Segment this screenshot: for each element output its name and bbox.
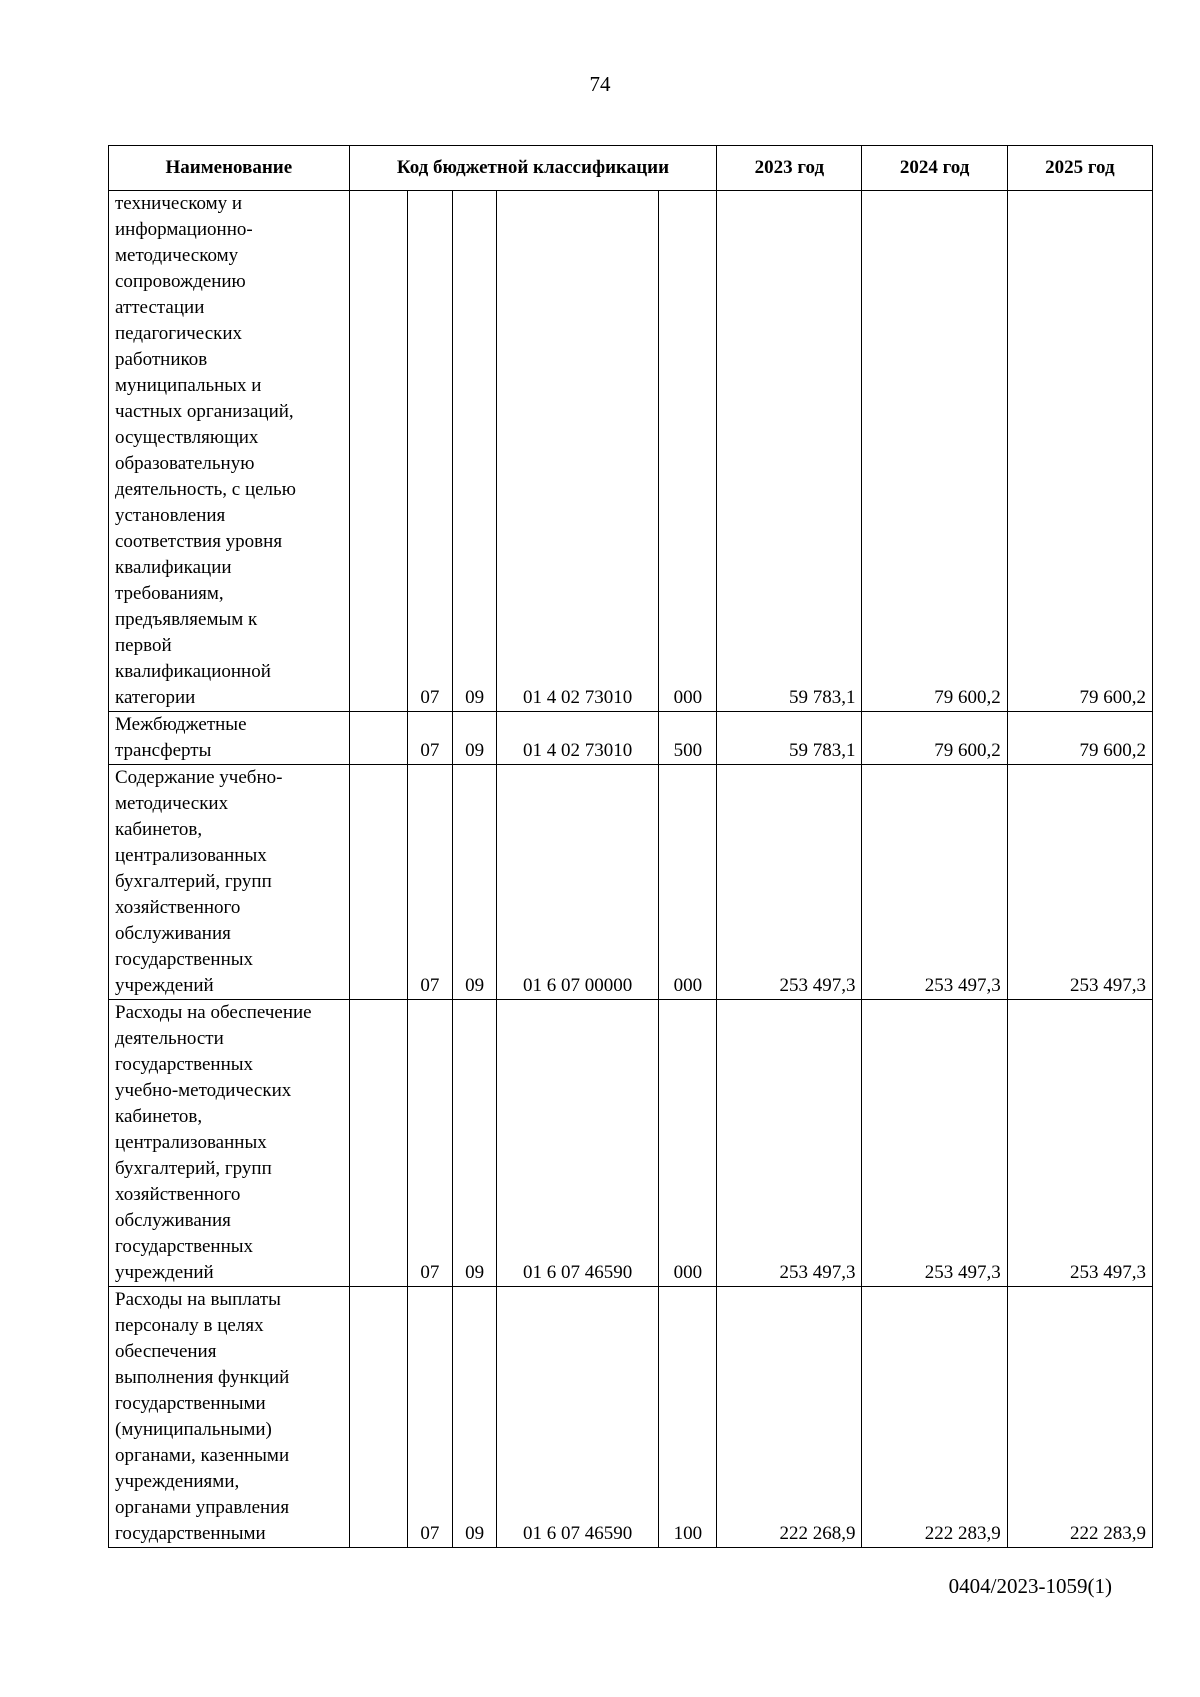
row-name-line: государственными: [115, 1393, 266, 1414]
header-2023: 2023 год: [717, 146, 862, 191]
subsection-code: 09: [453, 191, 497, 712]
row-name-line: установления: [115, 505, 226, 526]
row-name-line: аттестации: [115, 297, 205, 318]
budget-table: [108, 145, 1153, 1548]
amount-2023: 222 268,9: [717, 1287, 862, 1548]
section-code: 07: [407, 1000, 453, 1287]
row-name-line: образовательную: [115, 453, 255, 474]
row-name-line: Содержание учебно-: [115, 767, 283, 788]
row-name-line: деятельности: [115, 1028, 224, 1049]
row-name-line: первой: [115, 635, 172, 656]
amount-2024: 79 600,2: [862, 191, 1007, 712]
row-name-line: методическому: [115, 245, 239, 266]
code-cell-blank: [349, 191, 407, 712]
row-name-line: техническому и: [115, 193, 243, 214]
row-name-line: обслуживания: [115, 1210, 231, 1231]
expense-type-code: 000: [659, 191, 717, 712]
header-code: Код бюджетной классификации: [349, 146, 717, 191]
amount-2024: 222 283,9: [862, 1287, 1007, 1548]
row-name-line: учреждений: [115, 975, 214, 996]
target-article-code: 01 6 07 46590: [496, 1287, 658, 1548]
row-name-line: органами, казенными: [115, 1445, 290, 1466]
amount-2024: 253 497,3: [862, 765, 1007, 1000]
row-name-line: выполнения функций: [115, 1367, 290, 1388]
row-name-line: предъявляемым к: [115, 609, 258, 630]
row-name-line: Межбюджетные: [115, 714, 247, 735]
expense-type-code: 100: [659, 1287, 717, 1548]
target-article-code: 01 6 07 00000: [496, 765, 658, 1000]
amount-2025: 79 600,2: [1007, 191, 1152, 712]
row-name: [109, 765, 350, 1000]
header-2024: 2024 год: [862, 146, 1007, 191]
amount-2025: 253 497,3: [1007, 765, 1152, 1000]
subsection-code: 09: [453, 765, 497, 1000]
row-name-line: частных организаций,: [115, 401, 294, 422]
row-name-line: государственными: [115, 1523, 266, 1544]
row-name-line: государственных: [115, 949, 254, 970]
table-row: [109, 191, 1153, 712]
row-name-line: хозяйственного: [115, 1184, 241, 1205]
expense-type-code: 500: [659, 712, 717, 765]
row-name-line: муниципальных и: [115, 375, 262, 396]
row-name: [109, 712, 350, 765]
page-number: 74: [589, 72, 611, 96]
row-name-line: осуществляющих: [115, 427, 259, 448]
row-name-line: категории: [115, 687, 196, 708]
amount-2023: 253 497,3: [717, 765, 862, 1000]
row-name: [109, 1000, 350, 1287]
amount-2023: 59 783,1: [717, 191, 862, 712]
row-name-line: методических: [115, 793, 229, 814]
target-article-code: 01 6 07 46590: [496, 1000, 658, 1287]
row-name-line: педагогических: [115, 323, 243, 344]
row-name-line: государственных: [115, 1054, 254, 1075]
row-name-line: государственных: [115, 1236, 254, 1257]
target-article-code: 01 4 02 73010: [496, 191, 658, 712]
row-name-line: трансферты: [115, 740, 212, 761]
table-row: [109, 1287, 1153, 1548]
row-name-line: обслуживания: [115, 923, 231, 944]
amount-2024: 79 600,2: [862, 712, 1007, 765]
row-name-line: сопровождению: [115, 271, 246, 292]
row-name-line: обеспечения: [115, 1341, 217, 1362]
row-name-line: учреждениями,: [115, 1471, 240, 1492]
header-name: Наименование: [109, 146, 350, 191]
row-name-line: Расходы на обеспечение: [115, 1002, 312, 1023]
section-code: 07: [407, 712, 453, 765]
code-cell-blank: [349, 712, 407, 765]
table-row: [109, 765, 1153, 1000]
row-name-line: учреждений: [115, 1262, 214, 1283]
row-name-line: Расходы на выплаты: [115, 1289, 281, 1310]
expense-type-code: 000: [659, 1000, 717, 1287]
row-name: [109, 1287, 350, 1548]
code-cell-blank: [349, 765, 407, 1000]
row-name-line: хозяйственного: [115, 897, 241, 918]
document-id: 0404/2023-1059(1): [948, 1574, 1112, 1598]
row-name-line: информационно-: [115, 219, 253, 240]
row-name-line: квалификационной: [115, 661, 271, 682]
amount-2023: 59 783,1: [717, 712, 862, 765]
subsection-code: 09: [453, 1287, 497, 1548]
subsection-code: 09: [453, 1000, 497, 1287]
row-name-line: бухгалтерий, групп: [115, 871, 272, 892]
row-name-line: централизованных: [115, 845, 267, 866]
header-2025: 2025 год: [1007, 146, 1152, 191]
table-row: [109, 1000, 1153, 1287]
row-name-line: органами управления: [115, 1497, 290, 1518]
section-code: 07: [407, 1287, 453, 1548]
code-cell-blank: [349, 1000, 407, 1287]
amount-2025: 79 600,2: [1007, 712, 1152, 765]
row-name-line: соответствия уровня: [115, 531, 283, 552]
target-article-code: 01 4 02 73010: [496, 712, 658, 765]
row-name-line: (муниципальными): [115, 1419, 272, 1440]
code-cell-blank: [349, 1287, 407, 1548]
row-name: [109, 191, 350, 712]
row-name-line: персоналу в целях: [115, 1315, 264, 1336]
amount-2025: 253 497,3: [1007, 1000, 1152, 1287]
row-name-line: требованиям,: [115, 583, 224, 604]
row-name-line: работников: [115, 349, 208, 370]
row-name-line: учебно-методических: [115, 1080, 292, 1101]
section-code: 07: [407, 191, 453, 712]
subsection-code: 09: [453, 712, 497, 765]
row-name-line: кабинетов,: [115, 819, 203, 840]
row-name-line: централизованных: [115, 1132, 267, 1153]
row-name-line: квалификации: [115, 557, 232, 578]
row-name-line: кабинетов,: [115, 1106, 203, 1127]
row-name-line: деятельность, с целью: [115, 479, 296, 500]
table-row: [109, 712, 1153, 765]
table-header-row: [109, 146, 1153, 191]
row-name-line: бухгалтерий, групп: [115, 1158, 272, 1179]
section-code: 07: [407, 765, 453, 1000]
amount-2024: 253 497,3: [862, 1000, 1007, 1287]
amount-2025: 222 283,9: [1007, 1287, 1152, 1548]
amount-2023: 253 497,3: [717, 1000, 862, 1287]
expense-type-code: 000: [659, 765, 717, 1000]
